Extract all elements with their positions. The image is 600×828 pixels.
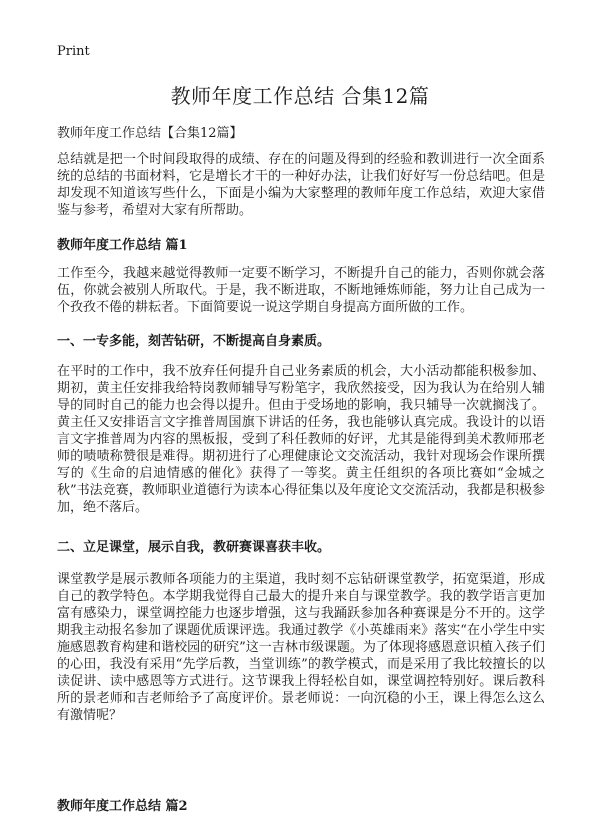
print-label[interactable]: Print: [57, 44, 90, 59]
document-subtitle: 教师年度工作总结【合集12篇】: [57, 126, 243, 141]
point-2-heading: 二、立足课堂，展示自我，教研赛课喜获丰收。: [57, 540, 331, 555]
intro-paragraph: 总结就是把一个时间段取得的成绩、存在的问题及得到的经验和教训进行一次全面系统的总结的书面材料，它是增长才干的一种好办法，让我们好好写一份总结吧。但是却发现不知道该写些什么，下面是小编为大家整理的教师年度工作总结，欢迎大家借鉴与参考，希望对大家有所帮助。: [57, 152, 545, 218]
document-title: 教师年度工作总结 合集12篇: [170, 84, 430, 108]
section-1-heading: 教师年度工作总结 篇1: [57, 238, 188, 253]
section-2-heading: 教师年度工作总结 篇2: [57, 799, 188, 814]
point-1-heading: 一、一专多能，刻苦钻研，不断提高自身素质。: [57, 334, 331, 349]
point-2-body: 课堂教学是展示教师各项能力的主渠道，我时刻不忘钻研课堂教学，拓宽渠道，形成自己的教学特色。本学期我觉得自己最大的提升来自与课堂教学。我的教学语言更加富有感染力，课堂调控能力也逐步增强，这与我踊跃参加各种赛课是分不开的。这学期我主动报名参加了课题优质课评选。我通过教学《小英雄雨来》落实“在小学生中实施感恩教育构建和谐校园的研究”这一吉林市级课题。为了体现将感恩意识植入孩子们的心田，我没有采用“先学后教，当堂训练”的教学模式，而是采用了我比较擅长的以读促讲、读中感恩等方式进行。这节课我上得轻松自如，课堂调控特别好。课后教科所的景老师和吉老师给予了高度评价。景老师说：一向沉稳的小王，课上得怎么这么有激情呢？: [57, 572, 545, 723]
section-1-intro: 工作至今，我越来越觉得教师一定要不断学习，不断提升自己的能力，否则你就会落伍，你就会被别人所取代。于是，我不断进取，不断地锤炼师能，努力让自己成为一个孜孜不倦的耕耘者。下面简要说一说这学期自身提高方面所做的工作。: [57, 266, 545, 315]
point-1-body: 在平时的工作中，我不放弃任何提升自己业务素质的机会，大小活动都能积极参加、期初，黄主任安排我给特岗教师辅导写粉笔字，我欣然接受，因为我认为在给别人辅导的同时自己的能力也会得以提升。但由于受场地的影响，我只辅导一次就搁浅了。黄主任又安排语言文字推普周国旗下讲话的任务，我也能够认真完成。我设计的以语言文字推普周为内容的黑板报，受到了科任教师的好评，尤其是能得到美术教师邢老师的啧啧称赞很是难得。期初进行了心理健康论文交流活动，我针对现场会作课所撰写的《生命的启迪情感的催化》获得了一等奖。黄主任组织的各项比赛如“金城之秋”书法竞赛，教师职业道德行为读本心得征集以及年度论文交流活动，我都是积极参加，绝不落后。: [57, 364, 545, 515]
